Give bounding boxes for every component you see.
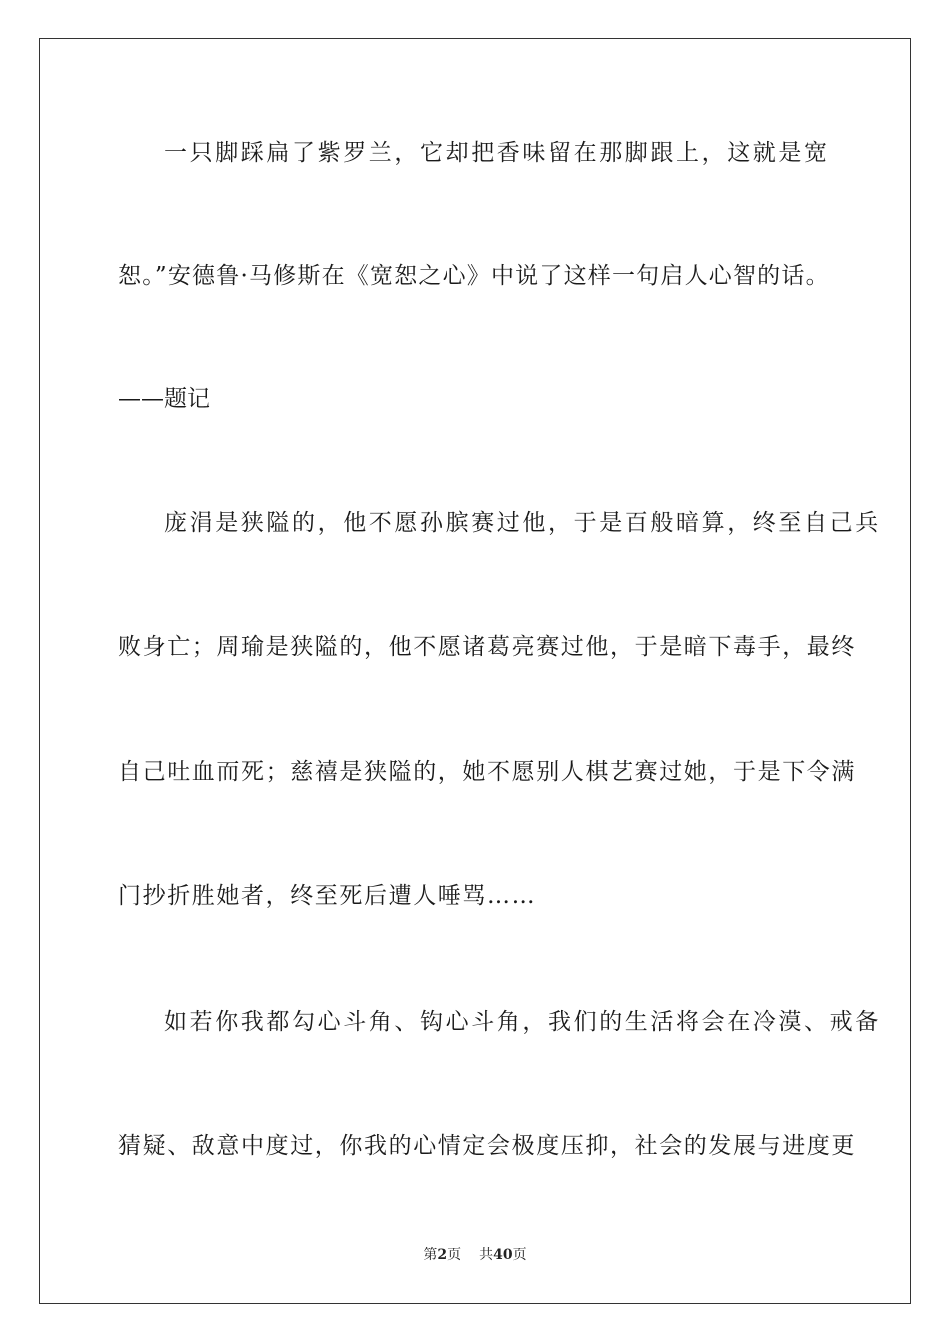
paragraph-line: 猜疑、敌意中度过，你我的心情定会极度压抑，社会的发展与进度更 (118, 1133, 856, 1159)
page-prefix: 第 (423, 1247, 438, 1263)
paragraph-line: 如若你我都勾心斗角、钩心斗角，我们的生活将会在冷漠、戒备 (164, 1009, 881, 1035)
total-prefix: 共 (479, 1247, 494, 1263)
paragraph-line: 败身亡；周瑜是狭隘的，他不愿诸葛亮赛过他，于是暗下毒手，最终 (118, 634, 856, 660)
total-pages: 40 (493, 1247, 513, 1263)
epigraph-attribution: ——题记 (118, 386, 210, 412)
paragraph-line: 门抄折胜她者，终至死后遭人唾骂…… (118, 883, 537, 909)
page-suffix: 页 (447, 1247, 462, 1263)
page-number: 2 (437, 1247, 448, 1263)
page-footer (0, 1246, 950, 1264)
paragraph-line: 恕。”安德鲁·马修斯在《宽恕之心》中说了这样一句启人心智的话。 (118, 263, 830, 289)
paragraph-line: 一只脚踩扁了紫罗兰，它却把香味留在那脚跟上，这就是宽 (164, 140, 830, 166)
paragraph-line: 庞涓是狭隘的，他不愿孙膑赛过他，于是百般暗算，终至自己兵 (164, 510, 881, 536)
page-border (39, 38, 911, 1304)
paragraph-line: 自己吐血而死；慈禧是狭隘的，她不愿别人棋艺赛过她，于是下令满 (118, 759, 856, 785)
total-suffix: 页 (512, 1247, 527, 1263)
